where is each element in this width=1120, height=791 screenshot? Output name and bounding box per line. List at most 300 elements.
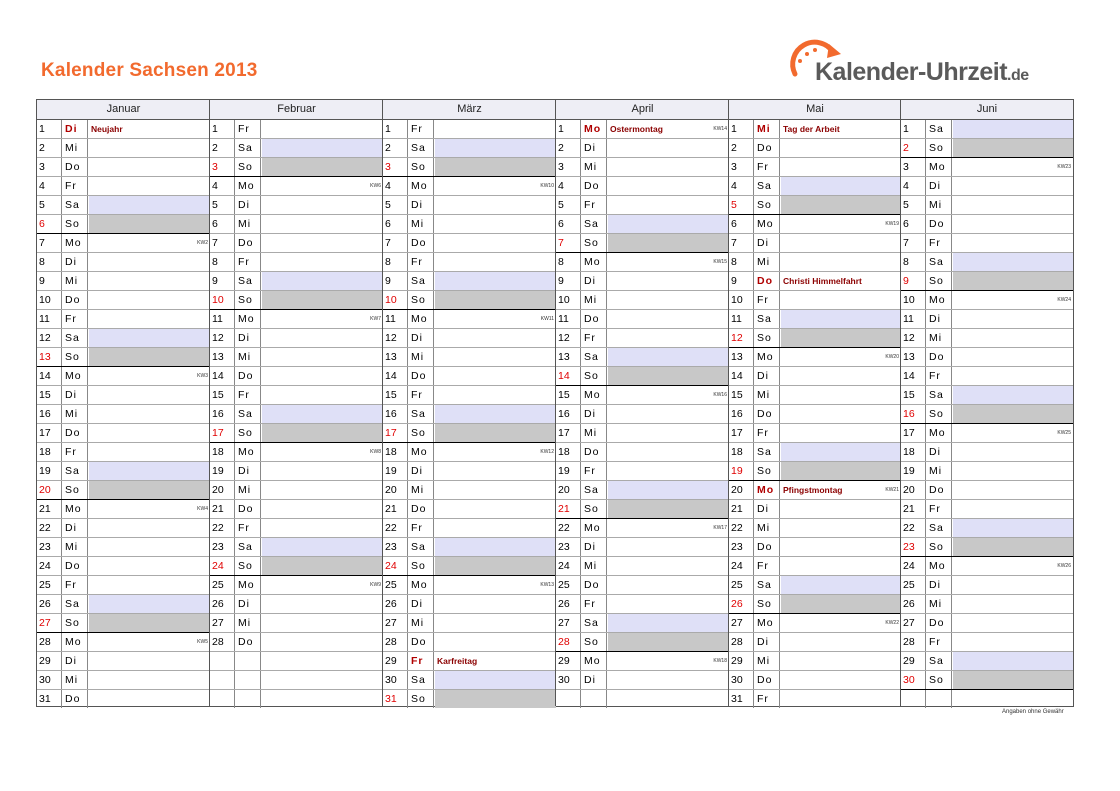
weekday: Di <box>409 462 434 480</box>
weekday: Sa <box>927 253 952 271</box>
weekday: Mo <box>927 291 952 309</box>
day-row <box>210 196 383 215</box>
week-number: KW5 <box>197 639 208 645</box>
event-cell <box>608 158 729 176</box>
weekday: So <box>755 595 780 613</box>
weekday: Di <box>409 595 434 613</box>
day-number: 22 <box>729 519 754 537</box>
day-number: 10 <box>210 291 235 309</box>
weekday: Sa <box>63 196 88 214</box>
weekday: Do <box>409 633 434 651</box>
weekday: Sa <box>236 139 261 157</box>
day-number: 11 <box>729 310 754 328</box>
day-row <box>210 614 383 633</box>
weekday: Di <box>236 329 261 347</box>
day-row <box>729 120 901 139</box>
day-number: 14 <box>210 367 235 385</box>
event-cell <box>89 367 210 385</box>
weekday: Mo <box>236 177 261 195</box>
day-row <box>729 481 901 500</box>
event-cell <box>262 348 383 366</box>
day-number: 27 <box>210 614 235 632</box>
day-number: 21 <box>383 500 408 518</box>
event-cell <box>435 500 556 518</box>
event-cell <box>608 310 729 328</box>
weekday: Mo <box>409 443 434 461</box>
day-row <box>729 671 901 690</box>
day-row <box>37 329 210 348</box>
day-row <box>729 538 901 557</box>
day-number: 19 <box>210 462 235 480</box>
event-cell <box>89 120 210 138</box>
day-row <box>383 576 556 595</box>
day-row <box>210 576 383 595</box>
event-cell <box>262 291 383 309</box>
day-number: 27 <box>383 614 408 632</box>
week-number: KW19 <box>885 221 899 227</box>
day-number: 2 <box>383 139 408 157</box>
day-row <box>556 139 729 158</box>
day-row <box>729 196 901 215</box>
day-number: 3 <box>729 158 754 176</box>
event-cell <box>89 462 210 480</box>
event-cell <box>608 329 729 347</box>
day-row <box>383 633 556 652</box>
day-number: 1 <box>556 120 581 138</box>
day-row <box>556 614 729 633</box>
event-cell <box>953 215 1073 233</box>
weekday: So <box>63 481 88 499</box>
day-row <box>37 690 210 709</box>
day-number: 13 <box>556 348 581 366</box>
event-cell <box>953 633 1073 651</box>
weekday: Mi <box>236 215 261 233</box>
event-cell <box>608 367 729 385</box>
day-number: 25 <box>37 576 62 594</box>
day-number: 5 <box>37 196 62 214</box>
day-row <box>901 177 1073 196</box>
event-cell <box>262 139 383 157</box>
day-row <box>37 462 210 481</box>
event-cell <box>435 253 556 271</box>
day-row <box>901 690 1073 709</box>
event-cell <box>781 196 901 214</box>
day-row <box>383 196 556 215</box>
holiday-label: Tag der Arbeit <box>783 124 840 134</box>
day-row <box>729 253 901 272</box>
day-number: 6 <box>556 215 581 233</box>
week-number: KW10 <box>540 183 554 189</box>
day-row <box>37 348 210 367</box>
day-number: 29 <box>37 652 62 670</box>
day-number: 18 <box>37 443 62 461</box>
day-row <box>901 139 1073 158</box>
event-cell <box>781 367 901 385</box>
event-cell <box>435 633 556 651</box>
holiday-label: Pfingstmontag <box>783 485 843 495</box>
weekday: Do <box>755 538 780 556</box>
day-row <box>729 272 901 291</box>
event-cell <box>608 234 729 252</box>
weekday: Do <box>582 576 607 594</box>
day-row <box>901 538 1073 557</box>
day-number <box>210 652 235 670</box>
event-cell <box>781 614 901 632</box>
event-cell <box>781 386 901 404</box>
month-header: Januar <box>37 100 210 120</box>
day-number: 10 <box>901 291 926 309</box>
month-header: Juni <box>901 100 1073 120</box>
site-logo[interactable] <box>785 36 1065 92</box>
page-title: Kalender Sachsen 2013 <box>41 60 258 81</box>
event-cell <box>435 386 556 404</box>
day-number: 11 <box>901 310 926 328</box>
day-number: 12 <box>556 329 581 347</box>
day-number: 8 <box>901 253 926 271</box>
day-row <box>556 633 729 652</box>
weekday: Fr <box>63 310 88 328</box>
day-number: 8 <box>383 253 408 271</box>
event-cell <box>262 614 383 632</box>
day-row <box>37 386 210 405</box>
day-row <box>383 690 556 709</box>
day-row <box>210 272 383 291</box>
day-number: 1 <box>210 120 235 138</box>
event-cell <box>262 576 383 594</box>
event-cell <box>953 367 1073 385</box>
day-number <box>210 671 235 689</box>
weekday: Mo <box>582 652 607 670</box>
weekday: So <box>236 557 261 575</box>
month-header: April <box>556 100 729 120</box>
day-number: 9 <box>901 272 926 290</box>
week-number: KW9 <box>370 582 381 588</box>
weekday: Mo <box>582 120 607 138</box>
event-cell <box>89 443 210 461</box>
weekday: So <box>927 405 952 423</box>
weekday: Sa <box>236 272 261 290</box>
weekday: Mo <box>755 481 780 499</box>
day-row <box>729 500 901 519</box>
event-cell <box>953 462 1073 480</box>
week-number: KW11 <box>540 316 554 322</box>
day-row <box>556 424 729 443</box>
day-number: 5 <box>556 196 581 214</box>
day-number: 15 <box>383 386 408 404</box>
weekday: Di <box>582 139 607 157</box>
event-cell <box>781 348 901 366</box>
day-number: 30 <box>37 671 62 689</box>
event-cell <box>608 253 729 271</box>
week-number: KW13 <box>540 582 554 588</box>
day-number: 28 <box>556 633 581 651</box>
day-row <box>37 538 210 557</box>
weekday: So <box>927 272 952 290</box>
weekday: Mi <box>582 291 607 309</box>
day-row <box>37 652 210 671</box>
week-number: KW18 <box>713 658 727 664</box>
event-cell <box>262 253 383 271</box>
event-cell <box>608 614 729 632</box>
day-number: 9 <box>383 272 408 290</box>
day-row <box>210 690 383 709</box>
event-cell <box>781 424 901 442</box>
day-row <box>37 595 210 614</box>
day-number: 7 <box>383 234 408 252</box>
event-cell <box>435 481 556 499</box>
event-cell <box>435 158 556 176</box>
weekday: So <box>927 139 952 157</box>
week-number: KW25 <box>1057 430 1071 436</box>
day-number: 11 <box>210 310 235 328</box>
weekday: Fr <box>236 386 261 404</box>
day-row <box>383 481 556 500</box>
weekday: Sa <box>755 443 780 461</box>
day-row <box>556 291 729 310</box>
weekday: Do <box>63 690 88 708</box>
weekday: Mi <box>409 614 434 632</box>
weekday: Fr <box>755 158 780 176</box>
day-row <box>556 443 729 462</box>
event-cell <box>89 234 210 252</box>
day-row <box>383 348 556 367</box>
week-number: KW14 <box>713 126 727 132</box>
weekday: Mi <box>409 481 434 499</box>
day-row <box>901 481 1073 500</box>
day-row <box>729 329 901 348</box>
day-number: 2 <box>37 139 62 157</box>
weekday: Di <box>582 272 607 290</box>
day-number: 23 <box>729 538 754 556</box>
day-row <box>556 538 729 557</box>
day-row <box>556 234 729 253</box>
day-number: 12 <box>37 329 62 347</box>
day-number: 27 <box>37 614 62 632</box>
day-row <box>37 519 210 538</box>
month-header: März <box>383 100 556 120</box>
day-row <box>210 120 383 139</box>
event-cell <box>781 177 901 195</box>
event-cell <box>435 652 556 670</box>
weekday: Sa <box>755 310 780 328</box>
day-row <box>210 329 383 348</box>
day-row <box>556 595 729 614</box>
weekday: Sa <box>409 671 434 689</box>
calendar-grid <box>36 99 1074 707</box>
day-number: 24 <box>729 557 754 575</box>
day-number: 30 <box>729 671 754 689</box>
event-cell <box>435 424 556 442</box>
weekday: So <box>63 614 88 632</box>
day-row <box>729 177 901 196</box>
day-number: 28 <box>901 633 926 651</box>
day-number: 17 <box>383 424 408 442</box>
day-row <box>901 576 1073 595</box>
weekday: Do <box>755 272 780 290</box>
weekday: So <box>755 462 780 480</box>
day-number: 14 <box>729 367 754 385</box>
weekday <box>582 690 607 708</box>
day-row <box>383 215 556 234</box>
event-cell <box>953 595 1073 613</box>
event-cell <box>262 519 383 537</box>
day-row <box>37 557 210 576</box>
day-number: 13 <box>729 348 754 366</box>
event-cell <box>781 215 901 233</box>
day-row <box>210 348 383 367</box>
event-cell <box>262 310 383 328</box>
weekday: Mi <box>63 139 88 157</box>
weekday: Di <box>236 196 261 214</box>
week-number: KW21 <box>885 487 899 493</box>
day-row <box>210 500 383 519</box>
week-number: KW7 <box>370 316 381 322</box>
event-cell <box>89 614 210 632</box>
day-row <box>729 386 901 405</box>
event-cell <box>435 614 556 632</box>
week-number: KW17 <box>713 525 727 531</box>
event-cell <box>89 348 210 366</box>
day-number: 4 <box>901 177 926 195</box>
event-cell <box>262 424 383 442</box>
day-number: 5 <box>901 196 926 214</box>
weekday: Fr <box>63 177 88 195</box>
weekday: Mi <box>755 519 780 537</box>
day-number: 2 <box>729 139 754 157</box>
day-row <box>556 177 729 196</box>
day-number: 19 <box>383 462 408 480</box>
day-row <box>556 481 729 500</box>
day-number: 9 <box>210 272 235 290</box>
weekday: Mo <box>409 177 434 195</box>
weekday: Mo <box>236 310 261 328</box>
event-cell <box>781 652 901 670</box>
day-number: 8 <box>556 253 581 271</box>
day-row <box>729 158 901 177</box>
day-row <box>729 291 901 310</box>
week-number: KW24 <box>1057 297 1071 303</box>
day-row <box>210 424 383 443</box>
day-row <box>901 633 1073 652</box>
day-row <box>383 291 556 310</box>
day-row <box>37 253 210 272</box>
day-row <box>210 462 383 481</box>
day-number: 29 <box>383 652 408 670</box>
event-cell <box>435 595 556 613</box>
weekday: Do <box>927 348 952 366</box>
week-number: KW26 <box>1057 563 1071 569</box>
day-row <box>37 424 210 443</box>
weekday: Mo <box>755 348 780 366</box>
day-row <box>210 139 383 158</box>
event-cell <box>608 120 729 138</box>
day-number: 23 <box>556 538 581 556</box>
day-number: 15 <box>556 386 581 404</box>
event-cell <box>89 386 210 404</box>
weekday: Mi <box>927 595 952 613</box>
event-cell <box>89 538 210 556</box>
weekday: Mo <box>63 367 88 385</box>
weekday: Do <box>63 158 88 176</box>
day-row <box>729 519 901 538</box>
day-row <box>210 595 383 614</box>
day-row <box>37 272 210 291</box>
weekday: Sa <box>582 481 607 499</box>
day-row <box>210 234 383 253</box>
weekday: Di <box>409 329 434 347</box>
day-number: 9 <box>37 272 62 290</box>
weekday: Mo <box>63 633 88 651</box>
day-row <box>37 215 210 234</box>
day-number: 11 <box>383 310 408 328</box>
event-cell <box>781 272 901 290</box>
event-cell <box>435 519 556 537</box>
weekday: Mo <box>755 215 780 233</box>
day-number: 3 <box>210 158 235 176</box>
weekday: Mi <box>582 424 607 442</box>
weekday: Di <box>755 234 780 252</box>
weekday: Sa <box>409 272 434 290</box>
day-row <box>729 215 901 234</box>
day-number: 16 <box>210 405 235 423</box>
day-row <box>901 310 1073 329</box>
weekday: Sa <box>582 215 607 233</box>
weekday: So <box>582 367 607 385</box>
day-number <box>556 690 581 708</box>
month-column-3 <box>556 100 729 706</box>
day-row <box>901 253 1073 272</box>
day-number: 22 <box>901 519 926 537</box>
day-row <box>901 158 1073 177</box>
weekday: Fr <box>755 291 780 309</box>
event-cell <box>781 234 901 252</box>
event-cell <box>953 139 1073 157</box>
event-cell <box>608 291 729 309</box>
weekday: Sa <box>927 519 952 537</box>
weekday: Di <box>409 196 434 214</box>
event-cell <box>89 215 210 233</box>
day-row <box>383 253 556 272</box>
weekday: So <box>927 671 952 689</box>
day-row <box>901 462 1073 481</box>
event-cell <box>435 196 556 214</box>
day-number: 7 <box>729 234 754 252</box>
event-cell <box>262 652 383 670</box>
event-cell <box>262 595 383 613</box>
day-number: 25 <box>729 576 754 594</box>
day-number: 23 <box>37 538 62 556</box>
event-cell <box>89 139 210 157</box>
weekday: So <box>927 538 952 556</box>
day-number: 29 <box>729 652 754 670</box>
weekday: Mi <box>755 386 780 404</box>
day-number: 30 <box>383 671 408 689</box>
event-cell <box>262 633 383 651</box>
weekday: Fr <box>236 253 261 271</box>
day-row <box>901 671 1073 690</box>
day-number: 27 <box>901 614 926 632</box>
day-row <box>37 671 210 690</box>
weekday: Mi <box>755 253 780 271</box>
weekday: Di <box>927 310 952 328</box>
weekday: So <box>582 500 607 518</box>
event-cell <box>89 291 210 309</box>
weekday: Mi <box>582 158 607 176</box>
event-cell <box>608 576 729 594</box>
event-cell <box>781 253 901 271</box>
event-cell <box>89 576 210 594</box>
day-number: 7 <box>901 234 926 252</box>
